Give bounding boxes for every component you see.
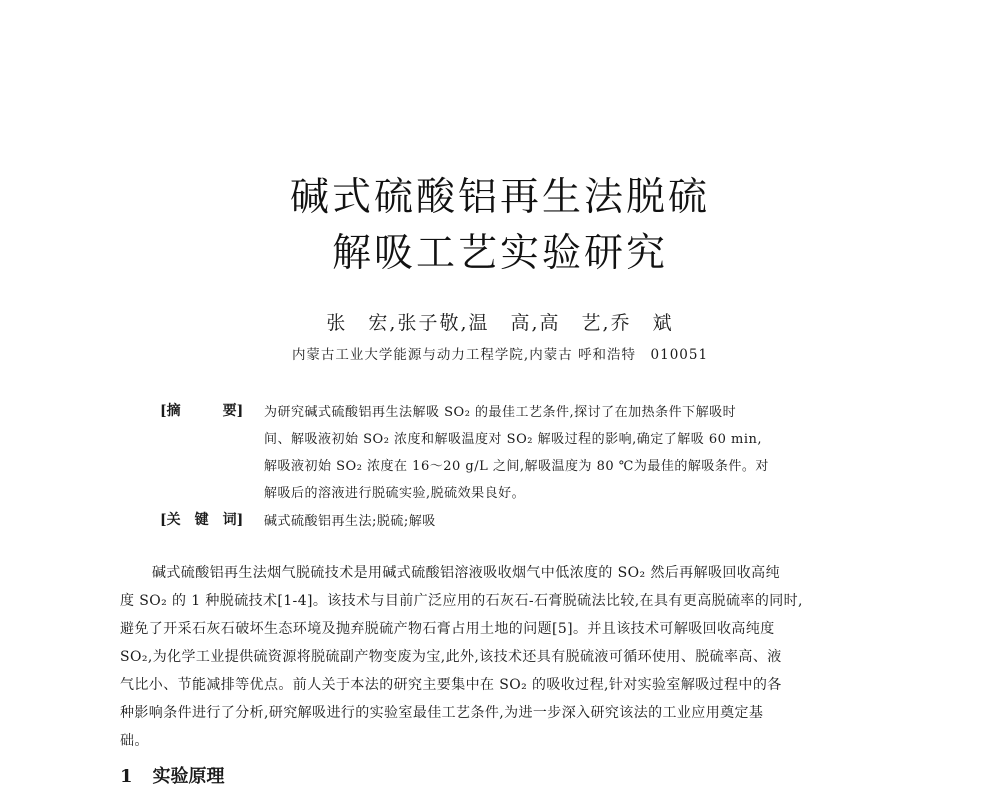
- affiliation: 内蒙古工业大学能源与动力工程学院,内蒙古 呼和浩特 010051: [291, 347, 709, 363]
- body-line: SO₂,为化学工业提供硫资源将脱硫副产物变废为宝,此外,该技术还具有脱硫液可循环使用、脱硫率高、液: [120, 649, 782, 665]
- body-line: 碱式硫酸铝再生法烟气脱硫技术是用碱式硫酸铝溶液吸收烟气中低浓度的 SO₂ 然后再解吸回收高纯: [152, 565, 780, 581]
- title-line-1: 碱式硫酸铝再生法脱硫: [289, 175, 710, 220]
- title-line-2: 解吸工艺实验研究: [331, 231, 668, 276]
- keywords-label: [关 键 词]: [160, 512, 244, 528]
- abstract-line: 解吸液初始 SO₂ 浓度在 16～20 g/L 之间,解吸温度为 80 ℃为最佳的解吸条件。对: [264, 459, 769, 474]
- abstract-line: 解吸后的溶液进行脱硫实验,脱硫效果良好。: [264, 486, 526, 501]
- abstract-line: 间、解吸液初始 SO₂ 浓度和解吸温度对 SO₂ 解吸过程的影响,确定了解吸 60 min,: [264, 432, 763, 447]
- section-number: 1: [120, 766, 133, 787]
- authors: 张 宏,张子敬,温 高,高 艺,乔 斌: [326, 312, 674, 334]
- abstract-label: [摘 要]: [160, 403, 244, 419]
- section-title: 实验原理: [152, 766, 225, 787]
- body-line: 度 SO₂ 的 1 种脱硫技术[1-4]。该技术与目前广泛应用的石灰石-石膏脱硫法比较,在具有更高脱硫率的同时,: [120, 593, 803, 609]
- body-line: 础。: [120, 733, 149, 749]
- abstract-line: 为研究碱式硫酸铝再生法解吸 SO₂ 的最佳工艺条件,探讨了在加热条件下解吸时: [264, 405, 737, 420]
- section-heading: [120, 762, 245, 788]
- keywords-text: 碱式硫酸铝再生法;脱硫;解吸: [264, 514, 436, 529]
- body-line: 种影响条件进行了分析,研究解吸进行的实验室最佳工艺条件,为进一步深入研究该法的工业应用奠定基: [120, 705, 764, 721]
- body-line: 气比小、节能减排等优点。前人关于本法的研究主要集中在 SO₂ 的吸收过程,针对实验室解吸过程中的各: [120, 677, 782, 693]
- body-line: 避免了开采石灰石破坏生态环境及抛弃脱硫产物石膏占用土地的问题[5]。并且该技术可解吸回收高纯度: [120, 621, 775, 637]
